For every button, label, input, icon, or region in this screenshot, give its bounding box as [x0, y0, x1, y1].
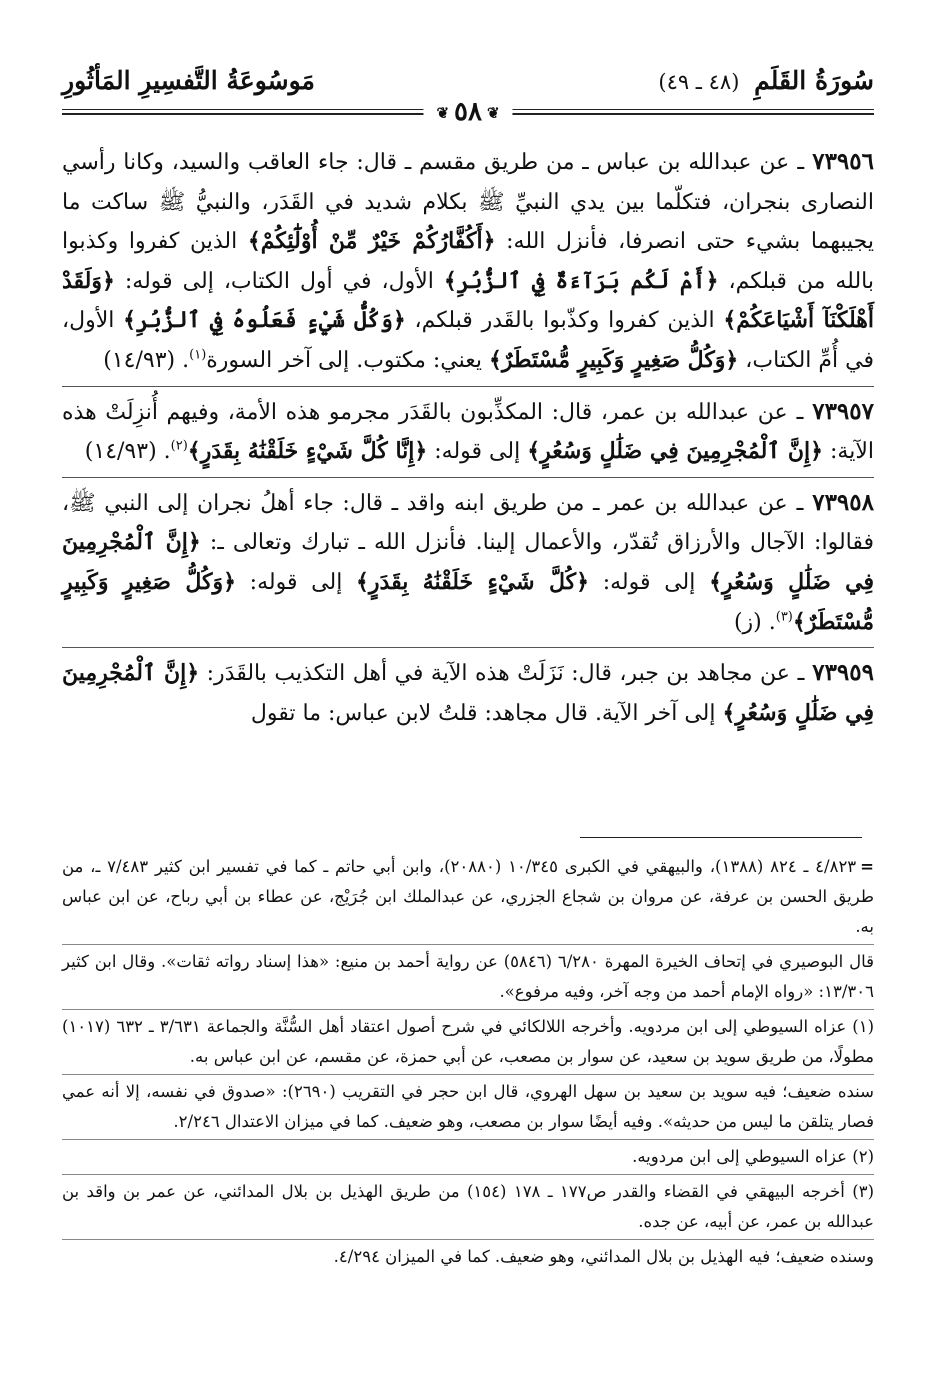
header-rule	[62, 97, 874, 127]
footnote-continued	[62, 852, 874, 945]
hadith-number: ٧٣٩٥٦ ـ	[789, 148, 874, 175]
quran-quote: ﴿كُلَّ شَيْءٍ خَلَقْنَٰهُ بِقَدَرٍ﴾	[356, 568, 590, 595]
verse-range: (٤٨ ـ ٤٩)	[658, 70, 740, 94]
volume-ref: . (١٤/٩٣)	[84, 439, 171, 465]
hadith-text: إلى قوله:	[589, 569, 710, 595]
hadith-73959	[62, 653, 874, 738]
footnote-1: (١) عزاه السيوطي إلى ابن مردويه. وأخرجه اللالكائي في شرح أصول اعتقاد أهل السُّنَّة والجماعة ٣/٦٣١ ـ ٦٣٢ (١٠١٧) مطولًا، من طريق سويد بن سعيد، عن سوار بن مصعب، عن أبي حمزة، عن مقسم، عن ابن عباس به.	[62, 1012, 874, 1075]
quran-quote: ﴿وَكُلُّ صَغِيرٍ وَكَبِيرٍ مُّسْتَطَرٌ﴾	[62, 568, 874, 635]
footnote-3-note: وسنده ضعيف؛ فيه الهذيل بن بلال المدائني، وهو ضعيف. كما في الميزان ٤/٢٩٤.	[333, 1247, 874, 1266]
ornament-icon: ❦	[486, 104, 500, 122]
volume-ref: . (ز)	[733, 609, 776, 635]
page-header	[62, 62, 874, 126]
footnote-ref[interactable]: (٢)	[170, 438, 188, 454]
footnote-3: (٣) أخرجه البيهقي في القضاء والقدر ص١٧٧ ـ ١٧٨ (١٥٤) من طريق الهذيل بن بلال المدائني، عن عمر بن واقد بن عبدالله بن عمر، عن أبيه، عن جده.	[62, 1177, 874, 1240]
footnote-ref[interactable]: (٣)	[775, 609, 793, 625]
quran-quote: ﴿أَمْ لَكُم بَرَآءَةٌ فِي ٱلزُّبُرِ﴾	[443, 267, 719, 294]
ornament-icon: ❦	[436, 104, 450, 122]
footnote-2: (٢) عزاه السيوطي إلى ابن مردويه.	[62, 1142, 874, 1175]
hadith-73958	[62, 483, 874, 648]
hadith-text: الذين كفروا وكذبوا بالله من قبلكم،	[62, 229, 874, 294]
hadith-text: إلى قوله:	[235, 569, 357, 595]
hadith-text: إلى قوله:	[427, 439, 528, 465]
surah-title: سُورَةُ القَلَمِ	[754, 66, 874, 95]
footnote-text: ٤/٨٢٣ ـ ٨٢٤ (١٣٨٨)، والبيهقي في الكبرى ١٠/٣٤٥ (٢٠٨٨٠)، وابن أبي حاتم ـ كما في تفسير ابن كثير ٧/٤٨٣ ـ، من طريق الحسن بن عرفة، عن مروان بن شجاع الجزري، عن عبدالملك ابن جُرَيْج، عن عطاء بن أبي رباح، عن ابن عباس به.	[62, 857, 874, 936]
footnotes	[62, 852, 874, 1276]
footnote-1-note: سنده ضعيف؛ فيه سويد بن سعيد بن سهل الهروي، قال ابن حجر في التقريب (٢٦٩٠): «صدوق في نفسه، إلا أنه عمي فصار يتلقن ما ليس من حديثه». وفيه أيضًا سوار بن مصعب، وهو ضعيف. كما في ميزان الاعتدال ٢/٢٤٦.	[62, 1077, 874, 1140]
hadith-number: ٧٣٩٥٩ ـ	[790, 659, 874, 686]
hadith-73957	[62, 392, 874, 478]
book-title: مَوسُوعَةُ التَّفسِيرِ المَأثُورِ	[62, 66, 315, 95]
page-number	[423, 99, 512, 126]
quran-quote: ﴿أَكُفَّارُكُمْ خَيْرٌ مِّنْ أُوْلَٰٓئِكُمْ﴾	[247, 228, 496, 255]
continuation-marker: =	[860, 857, 874, 876]
quran-quote: ﴿وَكُلُّ شَيْءٍ فَعَلُوهُ فِي ٱلزُّبُرِ﴾	[123, 307, 406, 334]
hadith-text: الأول، في أول الكتاب، إلى قوله:	[114, 268, 444, 294]
page-number-value: ٥٨	[454, 97, 482, 127]
hadith-73956	[62, 142, 874, 387]
footnote-continued-note: قال البوصيري في إتحاف الخيرة المهرة ٦/٢٨٠ (٥٨٤٦) عن رواية أحمد بن منيع: «هذا إسناد رواته ثقات». وقال ابن كثير ١٣/٣٠٦: «رواه الإمام أحمد من وجه آخر، وفيه مرفوع».	[62, 947, 874, 1010]
quran-quote: ﴿وَلَقَدْ أَهْلَكْنَآ أَشْيَاعَكُمْ﴾	[62, 267, 874, 334]
hadith-text: عن مجاهد بن جبر، قال: نَزَلَتْ هذه الآية في أهل التكذيب بالقَدَر:	[199, 661, 790, 687]
footnote-separator	[580, 837, 862, 838]
main-text	[62, 142, 874, 743]
volume-ref: . (١٤/٩٣)	[103, 347, 190, 373]
hadith-number: ٧٣٩٥٧ ـ	[788, 398, 874, 425]
hadith-text: الذين كفروا وكذّبوا بالقَدر قبلكم،	[405, 308, 724, 334]
quran-quote: ﴿وَكُلُّ صَغِيرٍ وَكَبِيرٍ مُّسْتَطَرٌ﴾	[488, 346, 739, 373]
hadith-text: يعني: مكتوب. إلى آخر السورة	[206, 347, 489, 373]
quran-quote: ﴿إِنَّا كُلَّ شَيْءٍ خَلَقْنَٰهُ بِقَدَرٍ﴾	[187, 438, 428, 465]
hadith-text: عن عبدالله بن عمر ـ من طريق ابنه واقد ـ قال: جاء أهلُ نجران إلى النبي ﷺ، فقالوا: الآجال والأرزاق تُقدّر، والأعمال إلينا. فأنزل الله ـ تبارك وتعالى ـ:	[62, 490, 875, 556]
quran-quote: ﴿إِنَّ ٱلْمُجْرِمِينَ فِي ضَلَٰلٍ وَسُعُرٍ﴾	[62, 660, 874, 726]
hadith-text: عن عبدالله بن عباس ـ من طريق مقسم ـ قال: جاء العاقب والسيد، وكانا رأسي النصارى بنجران، فتكلّما بين يدي النبيِّ ﷺ بكلام شديد في القَدَر، والنبيُّ ﷺ ساكت ما يجيبهما بشيء حتى انصرفا، فأنزل الله:	[62, 150, 874, 255]
hadith-text: الأول، في أُمِّ الكتاب،	[62, 308, 874, 373]
quran-quote: ﴿إِنَّ ٱلْمُجْرِمِينَ فِي ضَلَٰلٍ وَسُعُرٍ﴾	[62, 529, 874, 595]
hadith-number: ٧٣٩٥٨ ـ	[788, 489, 874, 516]
footnote-ref[interactable]: (١)	[189, 347, 207, 363]
hadith-text: عن عبدالله بن عمر، قال: المكذِّبون بالقَدَر مجرمو هذه الأمة، وفيهم أُنزِلَتْ هذه الآية:	[62, 399, 874, 465]
hadith-text: إلى آخر الآية. قال مجاهد: قلتُ لابن عباس: ما تقول	[250, 700, 723, 726]
quran-quote: ﴿إِنَّ ٱلْمُجْرِمِينَ فِي ضَلَٰلٍ وَسُعُرٍ﴾	[527, 438, 824, 465]
running-head-surah	[658, 66, 874, 95]
